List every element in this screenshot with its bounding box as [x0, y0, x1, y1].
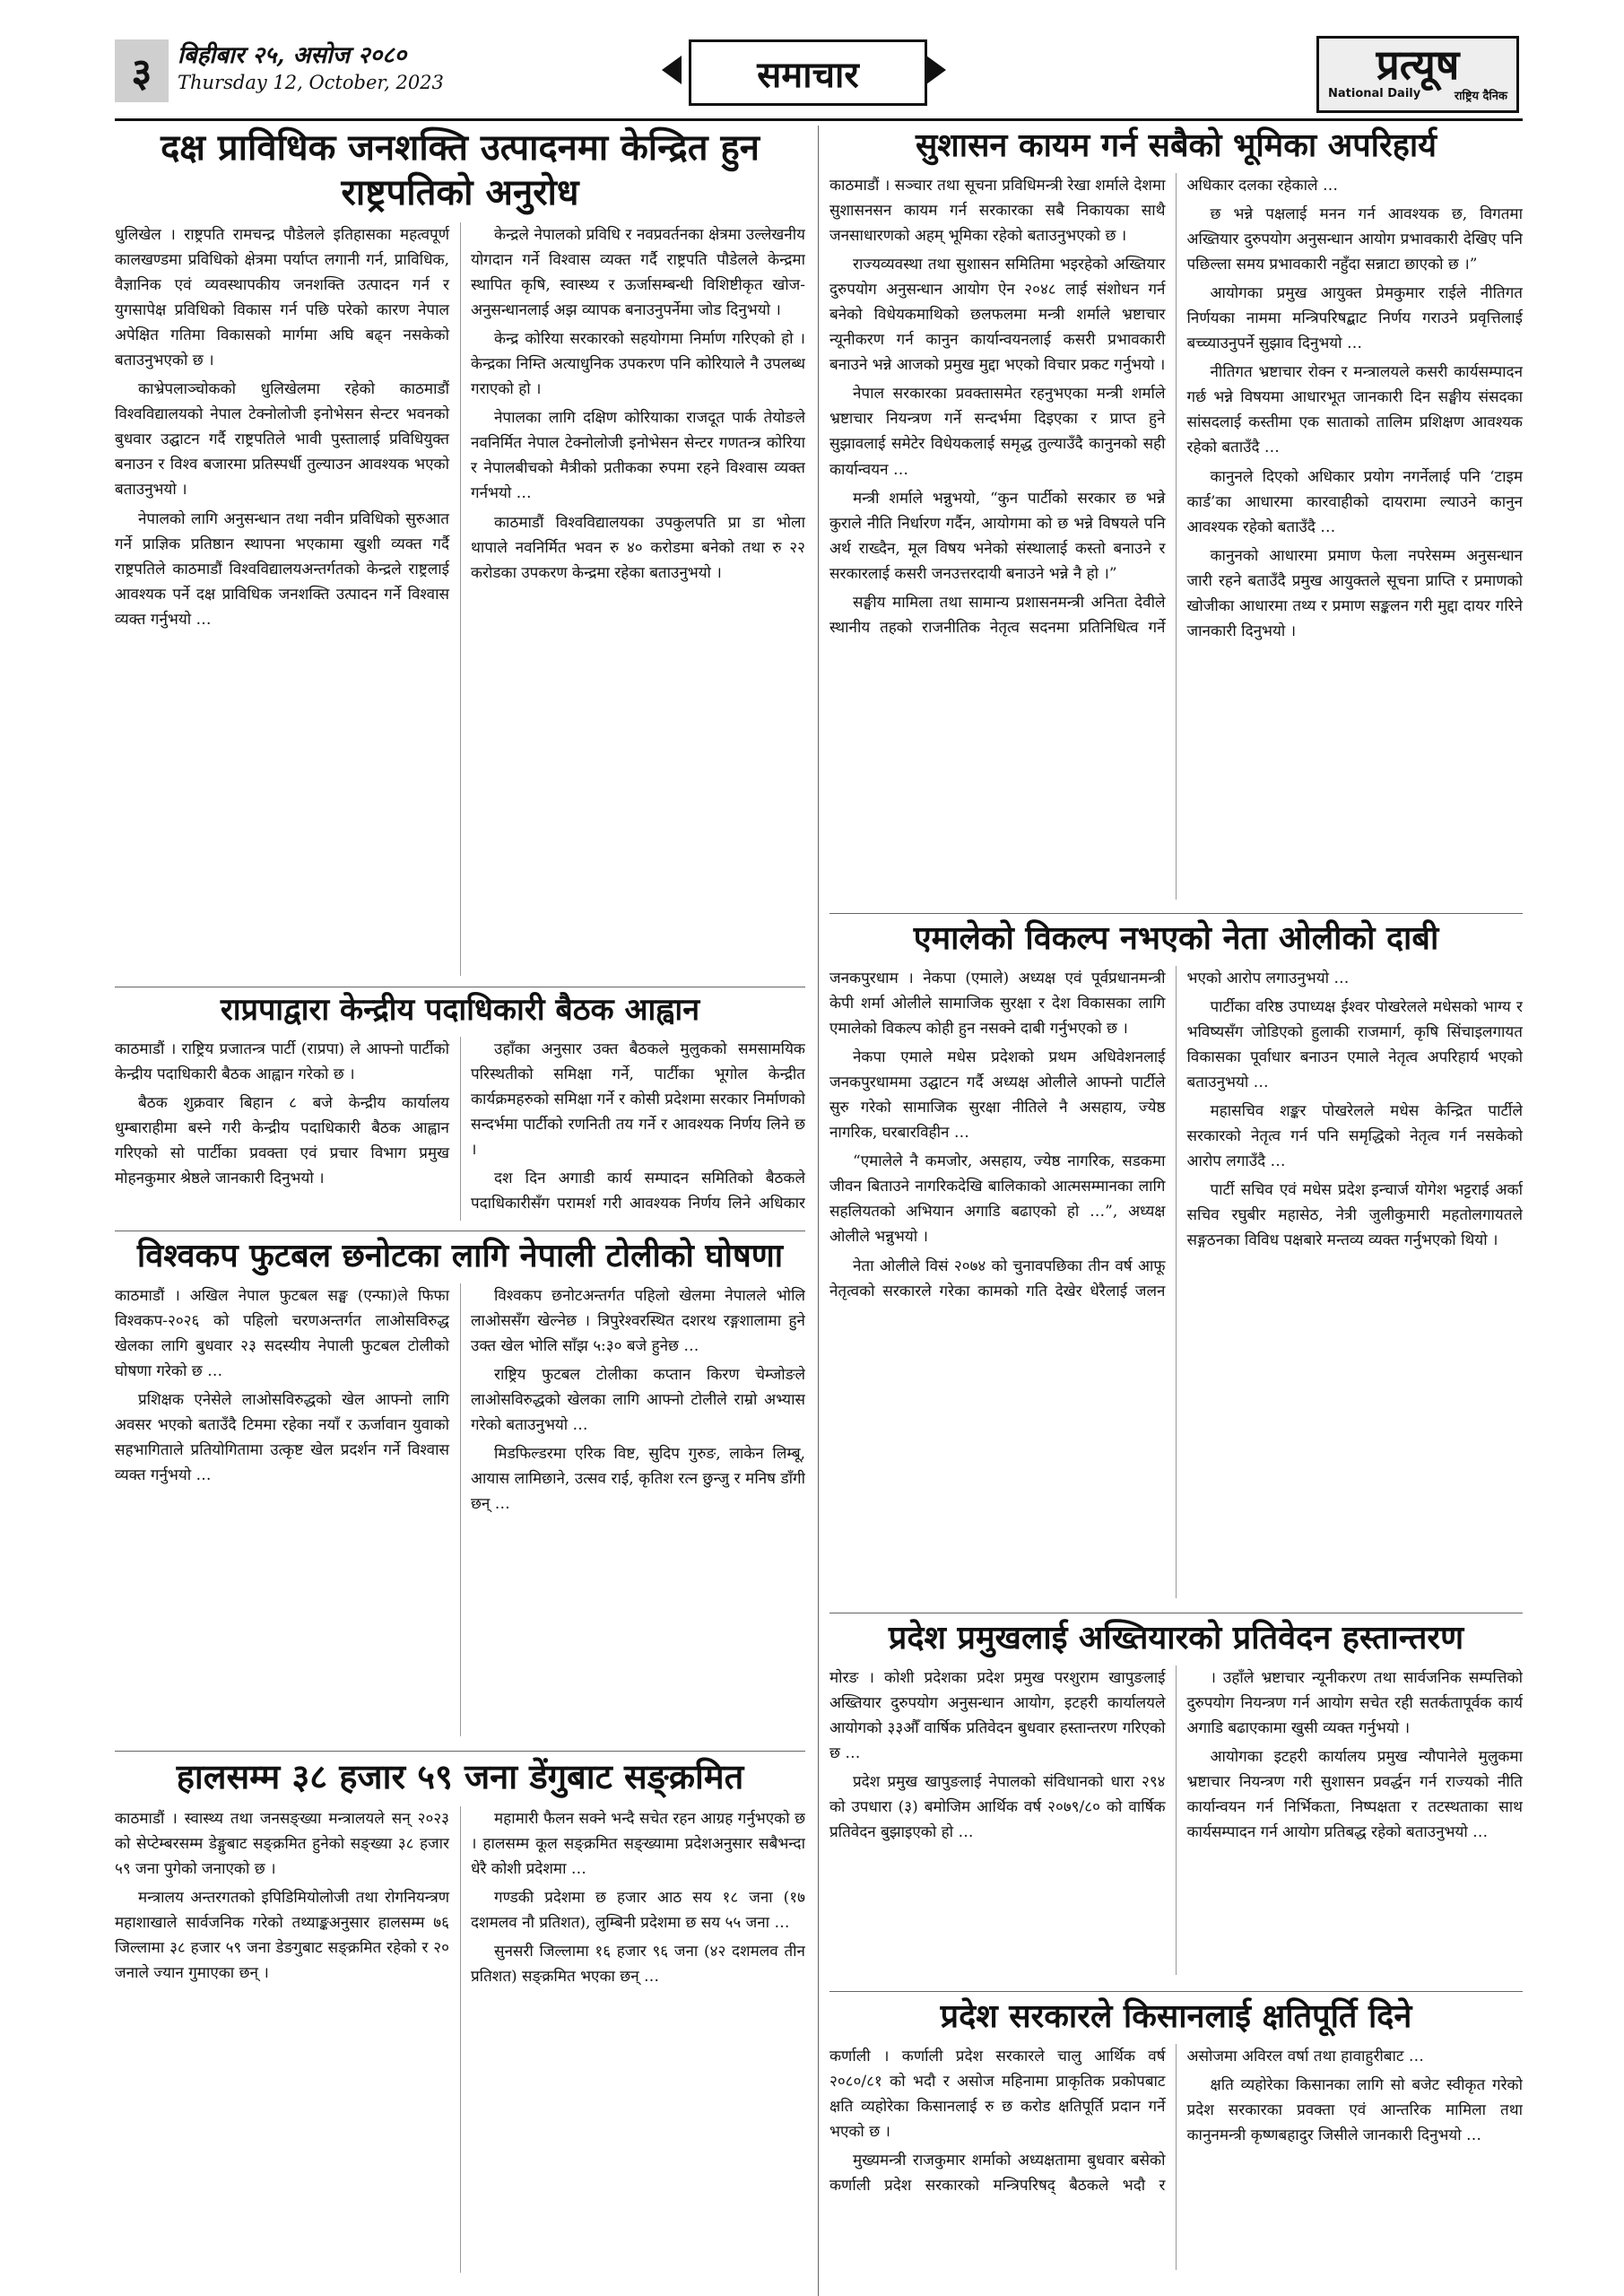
logo-tag-english: National Daily: [1328, 87, 1421, 100]
paragraph: कानुनको आधारमा प्रमाण फेला नपरेसम्म अनुसन्धान जारी रहने बताउँदै प्रमुख आयुक्तले सूचना प्राप्ति र प्रमाणको खोजीका आधारमा तथ्य र प्रमाण सङ्कलन गरी मुद्दा दायर गरिने जानकारी दिनुभयो ।: [1186, 546, 1523, 640]
paragraph: मन्त्री शर्माले भन्नुभयो, “कुन पार्टीको सरकार छ भन्ने कुराले नीति निर्धारण गर्दैन, आयोगमा को छ भन्ने विषयले पनि अर्थ राख्दैन, मूल विषय भनेको संस्थालाई कस्तो बनाउने र सरकारलाई कसरी जनउत्तरदायी बनाउने भन्ने नै हो ।”: [829, 489, 1166, 583]
paragraph: नीतिगत भ्रष्टाचार रोक्न र मन्त्रालयले कसरी कार्यसम्पादन गर्छ भन्ने विषयमा आधारभूत जानकारी दिन सङ्घीय संसदका सांसदलाई कस्तीमा एक साताको तालिम प्रशिक्षण आवश्यक रहेको बताउँदै …: [1186, 363, 1523, 457]
paragraph: मिडफिल्डरमा एरिक विष्ट, सुदिप गुरुङ, लाकेन लिम्बू, आयास लामिछाने, उत्सव राई, कृतिश रत्न छुन्जु र मनिष डाँगी छन् …: [471, 1445, 805, 1514]
paragraph: “एमालेले नै कमजोर, असहाय, ज्येष्ठ नागरिक, सडकमा जीवन बिताउने नागरिकदेखि बालिकाको आत्मसम्मानका लागि सहलियतको अभियान अगाडि बढाएको हो …”, अध्यक्ष ओलीले भन्नुभयो ।: [829, 1152, 1166, 1247]
right-arrow-icon: [926, 56, 946, 84]
paragraph: आयोगका प्रमुख आयुक्त प्रेमकुमार राईले नीतिगत निर्णयका नाममा मन्त्रिपरिषद्बाट निर्णय गराउने प्रवृत्तिलाई बच्च्याउनुपर्ने सुझाव दिनुभयो …: [1186, 284, 1523, 353]
paragraph: दश दिन अगाडी कार्य सम्पादन समितिको बैठकले पदाधिकारीसँग परामर्श गरी आवश्यक निर्णय लिने अधिकार: [471, 1169, 805, 1213]
headline-president: [115, 126, 805, 215]
article-body: [829, 2044, 1523, 2270]
paragraph: मुख्यमन्त्री राजकुमार शर्माको अध्यक्षतामा बुधवार बसेको कर्णाली प्रदेश सरकारको मन्त्रिपरिषद् बैठकले भदौ र असोजमा अविरल वर्षा तथा हावाहुरीबाट …: [829, 2048, 1424, 2196]
paragraph: नेता ओलीले विसं २०७४ को चुनावपछिका तीन वर्ष आफू नेतृत्वको सरकारले गरेका कामको गति देखेर धेरैलाई जलन भएको आरोप लगाउनुभयो …: [829, 970, 1350, 1300]
paragraph: महामारी फैलन सक्ने भन्दै सचेत रहन आग्रह गर्नुभएको छ । हालसम्म कूल सङ्क्रमित सङ्ख्यामा प्रदेशअनुसार सबैभन्दा धेरै कोशी प्रदेशमा …: [471, 1809, 805, 1878]
paragraph: कानुनले दिएको अधिकार प्रयोग नगर्नेलाई पनि ‘टाइम कार्ड’का आधारमा कारवाहीको दायरामा ल्याउने कानुन आवश्यक रहेको बताउँदै …: [1186, 467, 1523, 536]
headline-rpp: राप्रपाद्वारा केन्द्रीय पदाधिकारी बैठक आह्वान: [220, 992, 700, 1028]
paragraph: केन्द्रले नेपालको प्रविधि र नवप्रवर्तनका क्षेत्रमा उल्लेखनीय योगदान गर्ने विश्वास व्यक्त गर्दै राष्ट्रपति पौडेलले केन्द्रमा स्थापित कृषि, स्वास्थ्य र ऊर्जासम्बन्धी विशिष्टीकृत खोज-अनुसन्धानलाई अझ व्यापक बनाउनुपर्नेमा जोड दिनुभयो ।: [471, 226, 805, 320]
paragraph: नेकपा एमाले मधेस प्रदेशको प्रथम अधिवेशनलाई जनकपुरधाममा उद्घाटन गर्दै अध्यक्ष ओलीले आफ्नो पार्टीले सुरु गरेको सामाजिक सुरक्षा नीतिले नै असहाय, ज्येष्ठ नागरिक, घरबारविहीन …: [829, 1048, 1166, 1143]
paragraph: राज्यव्यवस्था तथा सुशासन समितिमा भइरहेको अख्तियार दुरुपयोग अनुसन्धान आयोग ऐन २०४८ लाई संशोधन गर्न बनेको विधेयकमाथिको छलफलमा मन्त्री शर्माले भ्रष्टाचार न्यूनीकरण गर्न कानुन कार्यान्वयनलाई कसरी प्रभावकारी बनाउने भन्ने आजको प्रमुख मुद्दा भएको विचार प्रकट गर्नुभयो ।: [829, 256, 1166, 375]
paragraph: काठमाडौं । सञ्चार तथा सूचना प्रविधिमन्त्री रेखा शर्माले देशमा सुशासनसन कायम गर्न सरकारका सबै निकायका साथै जनसाधारणको अहम् भूमिका रहेको बताउनुभएको छ ।: [829, 177, 1166, 246]
paragraph: काठमाडौं । स्वास्थ्य तथा जनसङ्ख्या मन्त्रालयले सन् २०२३ को सेप्टेम्बरसम्म डेङ्गुबाट सङ्क्रमित हुनेको सङ्ख्या ३८ हजार ५९ जना पुगेको जनाएको छ ।: [115, 1809, 449, 1878]
paragraph: धुलिखेल । राष्ट्रपति रामचन्द्र पौडेलले इतिहासका महत्वपूर्ण कालखण्डमा प्रविधिको क्षेत्रमा पर्याप्त लगानी गर्न, प्राविधिक, वैज्ञानिक एवं व्यवस्थापकीय जनशक्ति उत्पादन गर्न र युगसापेक्ष प्रविधिको विकास गर्न पछि परेको कारण नेपाल अपेक्षित गतिमा विकासको मार्गमा अघि बढ्न नसकेको बताउनुभएको छ ।: [115, 226, 449, 370]
article-rpp: [115, 991, 805, 1229]
paragraph: सुनसरी जिल्लामा १६ हजार ९६ जना (४२ दशमलव तीन प्रतिशत) सङ्क्रमित भएका छन् …: [471, 1942, 805, 1986]
paragraph: प्रशिक्षक एनेसेले लाओसविरुद्धको खेल आफ्नो लागि अवसर भएको बताउँदै टिममा रहेका नयाँ र ऊर्जावान युवाको सहभागिताले प्रतियोगितामा उत्कृष्ट खेल प्रदर्शन गर्ने विश्वास व्यक्त गर्नुभयो …: [115, 1391, 449, 1485]
left-arrow-icon: [662, 56, 682, 84]
headline-dengue: हालसम्म ३८ हजार ५९ जना डेंगुबाट सङ्क्रमित: [176, 1757, 744, 1796]
headline-football: विश्वकप फुटबल छनोटका लागि नेपाली टोलीको घोषणा: [136, 1238, 784, 1274]
paragraph: विश्वकप छनोटअन्तर्गत पहिलो खेलमा नेपालले भोलि लाओससँग खेल्नेछ । त्रिपुरेश्वरस्थित दशरथ रङ्गशालामा हुने उक्त खेल भोलि साँझ ५:३० बजे हुनेछ …: [471, 1287, 805, 1356]
divider: [829, 913, 1523, 914]
date-block: [178, 38, 482, 93]
paragraph: केन्द्र कोरिया सरकारको सहयोगमा निर्माण गरिएको हो । केन्द्रका निम्ति अत्याधुनिक उपकरण पनि कोरियाले नै उपलब्ध गराएको हो ।: [471, 330, 805, 399]
paragraph: आयोगका इटहरी कार्यालय प्रमुख न्यौपानेले मुलुकमा भ्रष्टाचार नियन्त्रण गरी सुशासन प्रवर्द्धन गर्न राज्यको नीति कार्यान्वयन गर्न निर्भिकता, निष्पक्षता र तटस्थताका साथ कार्यसम्पादन गर्न आयोग प्रतिबद्ध रहेको बताउनुभयो …: [1186, 1748, 1523, 1842]
date-nepali: बिहीबार २५, असोज २०८०: [178, 42, 407, 69]
paragraph: बैठक शुक्रवार बिहान ८ बजे केन्द्रीय कार्यालय धुम्बाराहीमा बस्ने गरी केन्द्रीय पदाधिकारी बैठक आह्वान गरिएको सो पार्टीका प्रवक्ता एवं प्रचार विभाग प्रमुख मोहनकुमार श्रेष्ठले जानकारी दिनुभयो ।: [115, 1093, 449, 1187]
article-president: [115, 126, 805, 987]
paragraph: काठमाडौं । अखिल नेपाल फुटबल सङ्घ (एन्फा)ले फिफा विश्वकप-२०२६ को पहिलो चरणअन्तर्गत लाओसविरुद्ध खेलका लागि बुधवार २३ सदस्यीय नेपाली फुटबल टोलीको घोषणा गरेको छ …: [115, 1287, 449, 1381]
paragraph: क्षति व्यहोरेका किसानका लागि सो बजेट स्वीकृत गरेको प्रदेश सरकारका प्रवक्ता एवं आन्तरिक मामिला तथा कानुनमन्त्री कृष्णबहादुर जिसीले जानकारी दिनुभयो …: [1186, 2076, 1523, 2145]
paragraph: काभ्रेपलाञ्चोकको धुलिखेलमा रहेको काठमाडौं विश्वविद्यालयको नेपाल टेक्नोलोजी इनोभेसन सेन्टर भवनको बुधवार उद्घाटन गर्दै राष्ट्रपतिले भावी पुस्तालाई प्रविधियुक्त बनाउन र विश्व बजारमा प्रतिस्पर्धी तुल्याउन आवश्यक भएको बताउनुभयो ।: [115, 380, 449, 500]
article-body: [829, 1665, 1523, 1975]
date-english: Thursday 12, October, 2023: [178, 72, 444, 93]
paragraph: पार्टीका वरिष्ठ उपाध्यक्ष ईश्वर पोखरेलले मधेसको भाग्य र भविष्यसँग जोडिएको हुलाकी राजमार्ग, कृषि सिंचाइलगायत विकासका पूर्वाधार बनाउन एमाले नेतृत्व अपरिहार्य भएको बताउनुभयो …: [1186, 998, 1523, 1092]
article-body: [115, 1037, 805, 1221]
paragraph: राष्ट्रिय फुटबल टोलीका कप्तान किरण चेम्जोङले लाओसविरुद्धको खेलका लागि आफ्नो टोलीले राम्रो अभ्यास गरेको बताउनुभयो …: [471, 1366, 805, 1435]
paragraph: गण्डकी प्रदेशमा छ हजार आठ सय १८ जना (१७ दशमलव नौ प्रतिशत), लुम्बिनी प्रदेशमा छ सय ५५ जना …: [471, 1888, 805, 1932]
section-title: समाचार: [689, 39, 927, 106]
divider: [115, 1751, 805, 1752]
article-farmers: [829, 1996, 1523, 2282]
paragraph: नेपालको लागि अनुसन्धान तथा नवीन प्रविधिको सुरुआत गर्ने प्राज्ञिक प्रतिष्ठान स्थापना भएकामा खुशी व्यक्त गर्दै राष्ट्रपतिले काठमाडौं विश्वविद्यालयअन्तर्गतको केन्द्रले राष्ट्रलाई आवश्यक पर्ने दक्ष प्राविधिक जनशक्ति उत्पादन गर्ने विश्वास व्यक्त गर्नुभयो …: [115, 509, 449, 629]
paragraph: जनकपुरधाम । नेकपा (एमाले) अध्यक्ष एवं पूर्वप्रधानमन्त्री केपी शर्मा ओलीले सामाजिक सुरक्षा र देश विकासका लागि एमालेको विकल्प कोही हुन नसक्ने दाबी गर्नुभएको छ ।: [829, 970, 1166, 1039]
paragraph: प्रदेश प्रमुख खापुङलाई नेपालको संविधानको धारा २९४ को उपधारा (३) बमोजिम आर्थिक वर्ष २०७९/८० को वार्षिक प्रतिवेदन बुझाइएको हो …: [829, 1773, 1166, 1842]
article-governance: [829, 126, 1523, 910]
headline-line-1: दक्ष प्राविधिक जनशक्ति उत्पादनमा केन्द्रित हुन: [161, 127, 760, 169]
paragraph: छ भन्ने पक्षलाई मनन गर्न आवश्यक छ, विगतमा अख्तियार दुरुपयोग अनुसन्धान आयोग प्रभावकारी देखिए पनि पछिल्ला समय प्रभावकारी नहुँदा सन्नाटा छाएको छ ।”: [1186, 205, 1523, 274]
paragraph: सङ्घीय मामिला तथा सामान्य प्रशासनमन्त्री अनिता देवीले स्थानीय तहको राजनीतिक नेतृत्व सदनमा प्रतिनिधित्व गर्ने अधिकार दलका रहेकाले …: [829, 177, 1338, 637]
paragraph: पार्टी सचिव एवं मधेस प्रदेश इन्चार्ज योगेश भट्टराई अर्का सचिव रघुबीर महासेठ, नेत्री जुलीकुमारी महतोलगायतले सङ्गठनका विविध पक्षबारे मन्तव्य व्यक्त गर्नुभएको थियो ।: [1186, 1181, 1523, 1250]
newspaper-logo: [1316, 36, 1519, 113]
page-number: ३: [115, 39, 169, 102]
divider: [829, 1991, 1523, 1992]
article-uml: [829, 918, 1523, 1609]
paragraph: काठमाडौं । राष्ट्रिय प्रजातन्त्र पार्टी (राप्रपा) ले आफ्नो पार्टीको केन्द्रीय पदाधिकारी बैठक आह्वान गरेको छ ।: [115, 1039, 449, 1083]
article-dengue: [115, 1756, 805, 2281]
center-divider: [818, 126, 819, 2296]
article-ciaa-report: [829, 1618, 1523, 1987]
paragraph: कर्णाली । कर्णाली प्रदेश सरकारले चालु आर्थिक वर्ष २०८०/८१ को भदौ र असोज महिनामा प्राकृतिक प्रकोपबाट क्षति व्यहोरेका किसानलाई रु छ करोड क्षतिपूर्ति प्रदान गर्ने भएको छ ।: [829, 2048, 1166, 2142]
logo-tag-nepali: राष्ट्रिय दैनिक: [1454, 90, 1507, 103]
article-body: [115, 1806, 805, 2273]
paragraph: नेपालका लागि दक्षिण कोरियाका राजदूत पार्क तेयोङले नवनिर्मित नेपाल टेक्नोलोजी इनोभेसन सेन्टर गणतन्त्र कोरिया र नेपालबीचको मैत्रीको प्रतीकका रुपमा रहने विश्वास व्यक्त गर्नभयो …: [471, 409, 805, 503]
article-body: [829, 966, 1523, 1598]
paragraph: महासचिव शङ्कर पोखरेलले मधेस केन्द्रित पार्टीले सरकारको नेतृत्व गर्न पनि समृद्धिको नेतृत्व गर्न नसकेको आरोप लगाउँदै …: [1186, 1102, 1523, 1171]
headline-uml: एमालेको विकल्प नभएको नेता ओलीको दाबी: [913, 920, 1439, 957]
paragraph: मोरङ । कोशी प्रदेशका प्रदेश प्रमुख परशुराम खापुङलाई अख्तियार दुरुपयोग अनुसन्धान आयोग, इटहरी कार्यालयले आयोगको ३३औँ वार्षिक प्रतिवेदन बुधवार हस्तान्तरण गरिएको छ …: [829, 1669, 1166, 1763]
headline-governance: सुशासन कायम गर्न सबैको भूमिका अपरिहार्य: [915, 127, 1437, 164]
headline-ciaa-report: प्रदेश प्रमुखलाई अख्तियारको प्रतिवेदन हस्तान्तरण: [888, 1620, 1464, 1657]
paragraph: काठमाडौं विश्वविद्यालयका उपकुलपति प्रा डा भोला थापाले नवनिर्मित भवन रु ४० करोडमा बनेको तथा रु २२ करोडका उपकरण केन्द्रमा रहेका बताउनुभयो ।: [471, 513, 805, 582]
article-football: [115, 1236, 805, 1749]
paragraph: उहाँका अनुसार उक्त बैठकले मुलुकको समसामयिक परिस्थतीको समिक्षा गर्ने, पार्टीका भूगोल केन्द्रीत कार्यक्रमहरुको समिक्षा गर्ने र कोसी प्रदेशमा सरकार निर्माणको सन्दर्भमा पार्टीको रणनिती तय गर्ने र आवश्यक निर्णय लिने छ ।: [471, 1039, 805, 1159]
paragraph: नेपाल सरकारका प्रवक्तासमेत रहनुभएका मन्त्री शर्माले भ्रष्टाचार नियन्त्रण गर्ने सन्दर्भमा दिइएका र प्राप्त हुने सुझावलाई समेटेर विधेयकलाई समृद्ध तुल्याउँदै कानुनको सही कार्यान्वयन …: [829, 385, 1166, 479]
article-body: [829, 173, 1523, 900]
logo-name: प्रत्यूष: [1376, 40, 1460, 89]
article-body: [115, 222, 805, 976]
article-body: [115, 1283, 805, 1736]
headline-farmers: प्रदेश सरकारले किसानलाई क्षतिपूर्ति दिने: [940, 1998, 1412, 2035]
headline-line-2: राष्ट्रपतिको अनुरोध: [341, 172, 579, 213]
paragraph: । उहाँले भ्रष्टाचार न्यूनीकरण तथा सार्वजनिक सम्पत्तिको दुरुपयोग नियन्त्रण गर्न आयोग सचेत रही सतर्कतापूर्वक कार्य अगाडि बढाएकामा खुसी व्यक्त गर्नुभयो ।: [1186, 1669, 1523, 1738]
masthead-rule: [115, 118, 1523, 121]
masthead: [115, 36, 1523, 118]
paragraph: मन्त्रालय अन्तरगतको इपिडिमियोलोजी तथा रोगनियन्त्रण महाशाखाले सार्वजनिक गरेको तथ्याङ्कअनुसार हालसम्म ७६ जिल्लामा ३८ हजार ५९ जना डेङगुबाट सङ्क्रमित रहेको र २० जनाले ज्यान गुमाएका छन् ।: [115, 1888, 449, 1982]
